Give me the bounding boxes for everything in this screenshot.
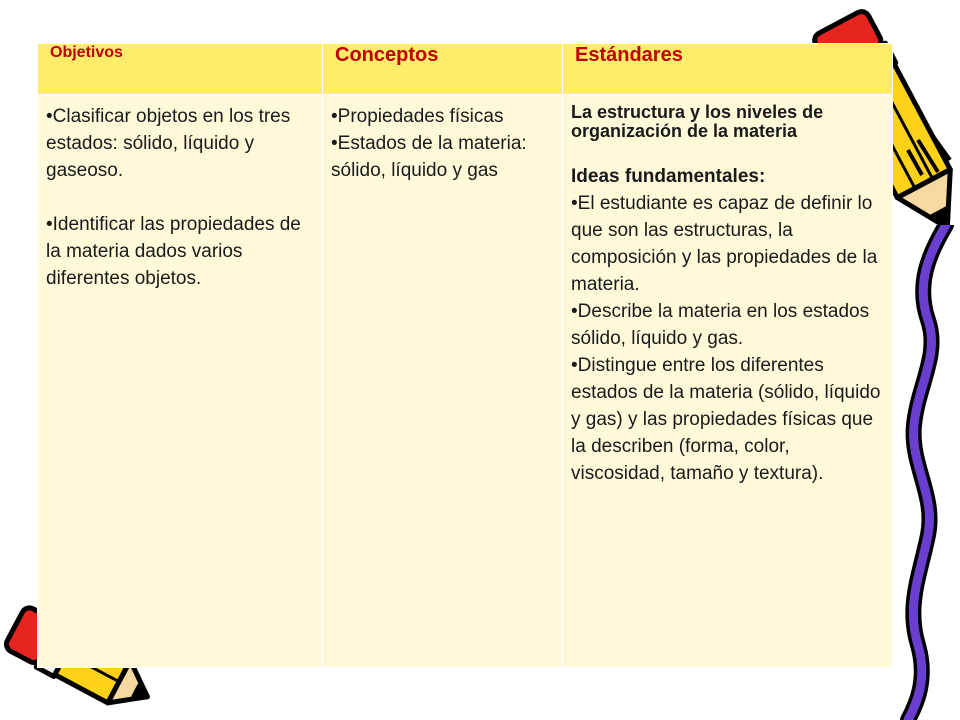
header-objetivos: Objetivos [38,44,323,95]
standard-item: •El estudiante es capaz de definir lo que son las estructuras, la composición y las propiedades de la materia. [571,193,878,295]
cell-objetivos [38,95,323,668]
squiggle-line-icon [888,225,960,720]
table-header-row [38,44,893,95]
standard-title: La estructura y los niveles de organización de la materia [571,102,824,141]
objetivo-item: •Identificar las propiedades de la materia dados varios diferentes objetos. [46,214,301,289]
header-conceptos: Conceptos [323,44,563,95]
standard-subtitle: Ideas fundamentales: [571,166,766,187]
cell-conceptos [323,95,563,668]
concepto-item: •Propiedades físicas [331,106,504,127]
cell-estandares [563,95,893,668]
concepto-item: •Estados de la materia: sólido, líquido y gas [331,133,527,181]
standards-table [37,43,893,668]
standard-item: •Describe la materia en los estados sólido, líquido y gas. [571,301,870,349]
standard-item: •Distingue entre los diferentes estados de la materia (sólido, líquido y gas) y las propiedades físicas que la describen (forma, color, viscosidad, tamaño y textura). [571,355,881,484]
header-estandares: Estándares [563,44,893,95]
table-row [38,95,893,668]
objetivo-item: •Clasificar objetos en los tres estados: sólido, líquido y gaseoso. [46,106,291,181]
